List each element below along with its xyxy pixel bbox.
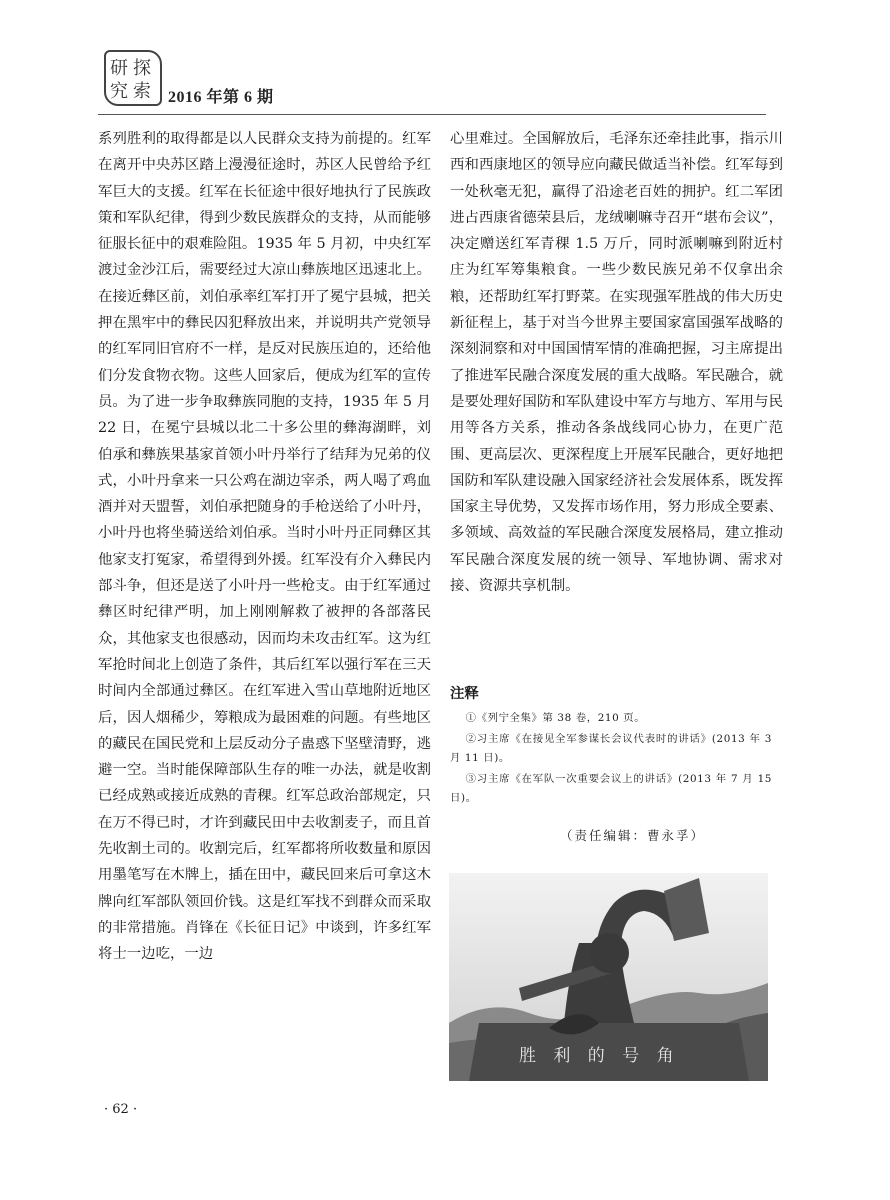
svg-text:探: 探 (133, 58, 151, 79)
monument-inscription: 胜 利 的 号 角 (519, 1046, 680, 1066)
bugle-monument-photo (449, 873, 768, 1081)
note-item: ③习主席《在军队一次重要会议上的讲话》(2013 年 7 月 15 日)。 (450, 773, 772, 804)
note-item: ②习主席《在接见全军参谋长会议代表时的讲话》(2013 年 3 月 11 日)。 (450, 733, 772, 764)
notes-section (450, 682, 772, 810)
svg-text:究: 究 (110, 81, 128, 102)
body-paragraph: 系列胜利的取得都是以人民群众支持为前提的。红军在离开中央苏区踏上漫漫征途时，苏区人民曾给予红军巨大的支援。红军在长征途中很好地执行了民族政策和军队纪律，得到少数民族群众的支持，从而能够征服长征中的艰难险阻。1935 年 5 月初，中央红军渡过金沙江后，需要经过大凉山彝族地区迅速北上。在接近彝区前，刘伯承率红军打开了冕宁县城，把关押在黑牢中的彝民囚犯释放出来，并说明共产党领导的红军同旧官府不一样，是反对民族压迫的，还给他们分发食物衣物。这些人回家后，便成为红军的宣传员。为了进一步争取彝族同胞的支持，1935 年 5 月 22 日，在冕宁县城以北二十多公里的彝海湖畔，刘伯承和彝族果基家首领小叶丹举行了结拜为兄弟的仪式，小叶丹拿来一只公鸡在湖边宰杀，两人喝了鸡血酒并对天盟誓，刘伯承把随身的手枪送给了小叶丹，小叶丹也将坐骑送给刘伯承。当时小叶丹正同彝区其他家支打冤家，希望得到外援。红军没有介入彝民内部斗争，但还是送了小叶丹一些枪支。由于红军通过彝区时纪律严明，加上刚刚解救了被押的各部落民众，其他家支也很感动，因而均未攻击红军。这为红军抢时间北上创造了条件，其后红军以强行军在三天时间内全部通过彝区。在红军进入雪山草地附近地区后，因人烟稀少，筹粮成为最困难的问题。有些地区的藏民在国民党和上层反动分子蛊惑下坚壁清野，逃避一空。当时能保障部队生存的唯一办法，就是收割已经成熟或接近成熟的青稞。红军总政治部规定，只在万不得已时，才许到藏民田中去收割麦子，而且首先收割土司的。收割完后，红军都将所收数量和原因用墨笔写在木牌上，插在田中，藏民回来后可拿这木牌向红军部队领回价钱。这是红军找不到群众而采取的非常措施。肖锋在《长征日记》中谈到，许多红军将士一边吃，一边 (98, 131, 431, 963)
notes-title: 注释 (450, 686, 479, 702)
page-number: · 62 · (104, 1102, 138, 1117)
header-divider (98, 114, 766, 115)
issue-label: 2016 年第 6 期 (168, 89, 274, 106)
body-paragraph: 心里难过。全国解放后，毛泽东还牵挂此事，指示川西和西康地区的领导应向藏民做适当补偿。红军每到一处秋毫无犯，赢得了沿途老百姓的拥护。红二军团进占西康省德荣县后，龙绒喇嘛寺召开“堪布会议”，决定赠送红军青稞 1.5 万斤，同时派喇嘛到附近村庄为红军筹集粮食。一些少数民族兄弟不仅拿出余粮，还帮助红军打野菜。在实现强军胜战的伟大历史新征程上，基于对当今世界主要国家富国强军战略的深刻洞察和对中国国情军情的准确把握，习主席提出了推进军民融合深度发展的重大战略。军民融合，就是要处理好国防和军队建设中军方与地方、军用与民用等各方关系，推动各条战线同心协力，在更广范围、更高层次、更深程度上开展军民融合，更好地把国防和军队建设融入国家经济社会发展体系，既发挥国家主导优势，又发挥市场作用，努力形成全要素、多领域、高效益的军民融合深度发展格局，建立推动军民融合深度发展的统一领导、军地协调、需求对接、资源共享机制。 (450, 131, 783, 595)
responsible-editor: （责任编辑：曹永孚） (560, 828, 706, 843)
journal-logo (104, 50, 162, 106)
svg-text:索: 索 (133, 81, 151, 102)
note-item: ①《列宁全集》第 38 卷，210 页。 (465, 712, 646, 724)
right-column (450, 126, 783, 599)
logo-calligraphy-icon (106, 52, 160, 104)
svg-text:研: 研 (110, 58, 128, 79)
left-column (98, 126, 431, 968)
